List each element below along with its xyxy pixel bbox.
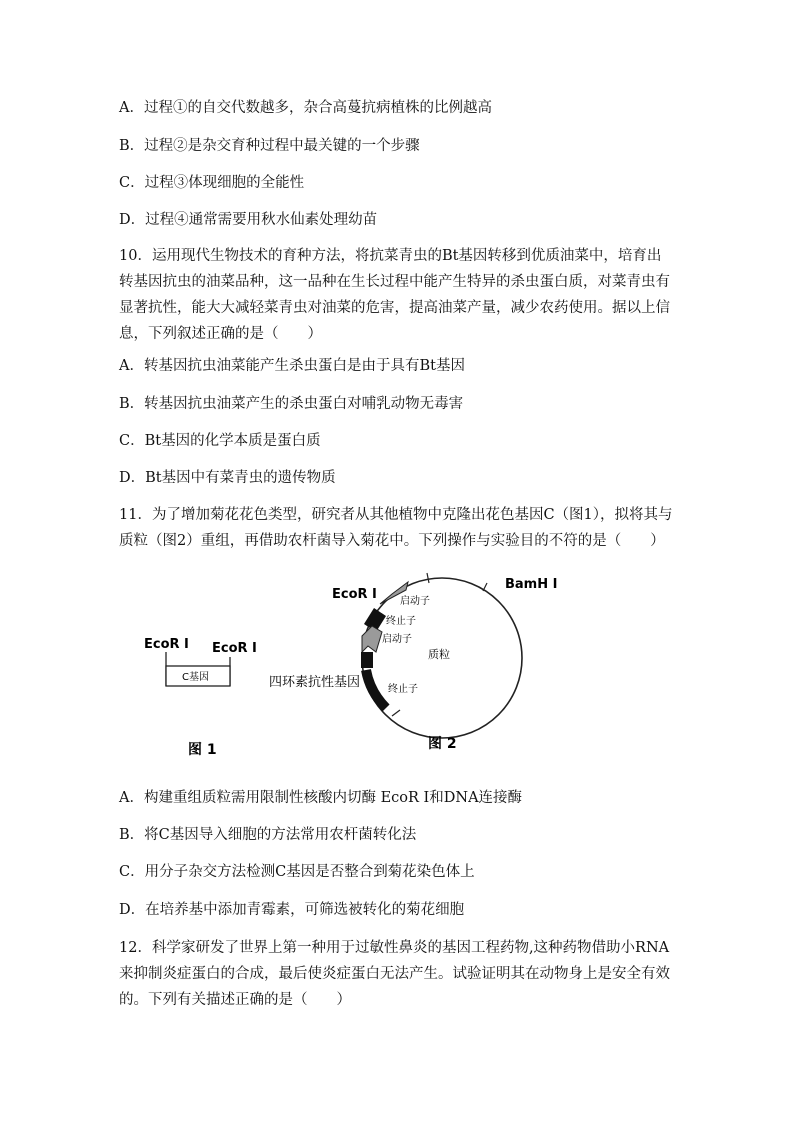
fig2-terminator-2-label: 终止子 [388,684,418,695]
fig2-tet-gene-label: 四环素抗性基因 [269,675,361,690]
q11-stem-line: 质粒（图2）重组，再借助农杆菌导入菊花中。下列操作与实验目的不符的是（ ） [119,533,665,549]
tet-resistance-gene-block [366,670,386,708]
fig2-bamhi-label: BamH I [505,577,558,592]
fig1-ecori-right-label: EcoR I [212,641,257,656]
q10-stem-line: 显著抗性，能大大减轻菜青虫对油菜的危害，提高油菜产量，减少农药使用。据以上信 [119,300,670,316]
q9-option-c: C．过程③体现细胞的全能性 [119,175,305,191]
q11-option-d: D．在培养基中添加青霉素，可筛选被转化的菊花细胞 [119,902,465,918]
q12-stem [119,935,679,1013]
fig2-caption: 图 2 [428,736,457,752]
plasmid-black-block [361,652,373,668]
fig2-plasmid-label: 质粒 [428,648,450,661]
q11-figure [130,560,600,760]
q9-option-a: A．过程①的自交代数越多，杂合高蔓抗病植株的比例越高 [119,100,492,116]
fig2-terminator-1-label: 终止子 [386,616,416,627]
fig2-ecori-label: EcoR I [332,587,377,602]
fig1-ecori-left-label: EcoR I [144,637,189,652]
plasmid-tick [392,710,400,716]
q12-stem-line: 12．科学家研发了世界上第一种用于过敏性鼻炎的基因工程药物,这种药物借助小RNA [119,940,670,956]
q10-stem-line: 转基因抗虫的油菜品种，这一品种在生长过程中能产生特异的杀虫蛋白质，对菜青虫有 [119,274,670,290]
q10-option-d: D．Bt基因中有菜青虫的遗传物质 [119,470,336,486]
q10-stem-line: 息，下列叙述正确的是（ ） [119,326,322,342]
fig2-promoter-1-label: 启动子 [400,596,430,607]
q10-option-b: B．转基因抗虫油菜产生的杀虫蛋白对哺乳动物无毒害 [119,396,464,412]
q10-option-a: A．转基因抗虫油菜能产生杀虫蛋白是由于具有Bt基因 [119,358,465,374]
q10-stem [119,243,679,347]
fig1-c-gene-label: C基因 [182,672,209,683]
promoter-arrow-2 [362,626,382,652]
q11-option-c: C．用分子杂交方法检测C基因是否整合到菊花染色体上 [119,864,475,880]
q9-option-d: D．过程④通常需要用秋水仙素处理幼苗 [119,212,378,228]
fig2-promoter-2-label: 启动子 [382,634,412,645]
q12-stem-line: 的。下列有关描述正确的是（ ） [119,992,351,1008]
q11-option-a: A．构建重组质粒需用限制性核酸内切酶 EcoR I和DNA连接酶 [119,790,523,806]
q10-option-c: C．Bt基因的化学本质是蛋白质 [119,433,321,449]
q11-stem-line: 11．为了增加菊花花色类型，研究者从其他植物中克隆出花色基因C（图1），拟将其与 [119,507,673,523]
q10-stem-line: 10．运用现代生物技术的育种方法，将抗菜青虫的Bt基因转移到优质油菜中，培育出 [119,248,662,264]
q11-option-b: B．将C基因导入细胞的方法常用农杆菌转化法 [119,827,417,843]
plasmid-tick [427,573,429,583]
q12-stem-line: 来抑制炎症蛋白的合成，最后使炎症蛋白无法产生。试验证明其在动物身上是安全有效 [119,966,670,982]
fig1-caption: 图 1 [188,742,217,758]
q9-option-b: B．过程②是杂交育种过程中最关键的一个步骤 [119,138,420,154]
q11-stem [119,502,679,554]
